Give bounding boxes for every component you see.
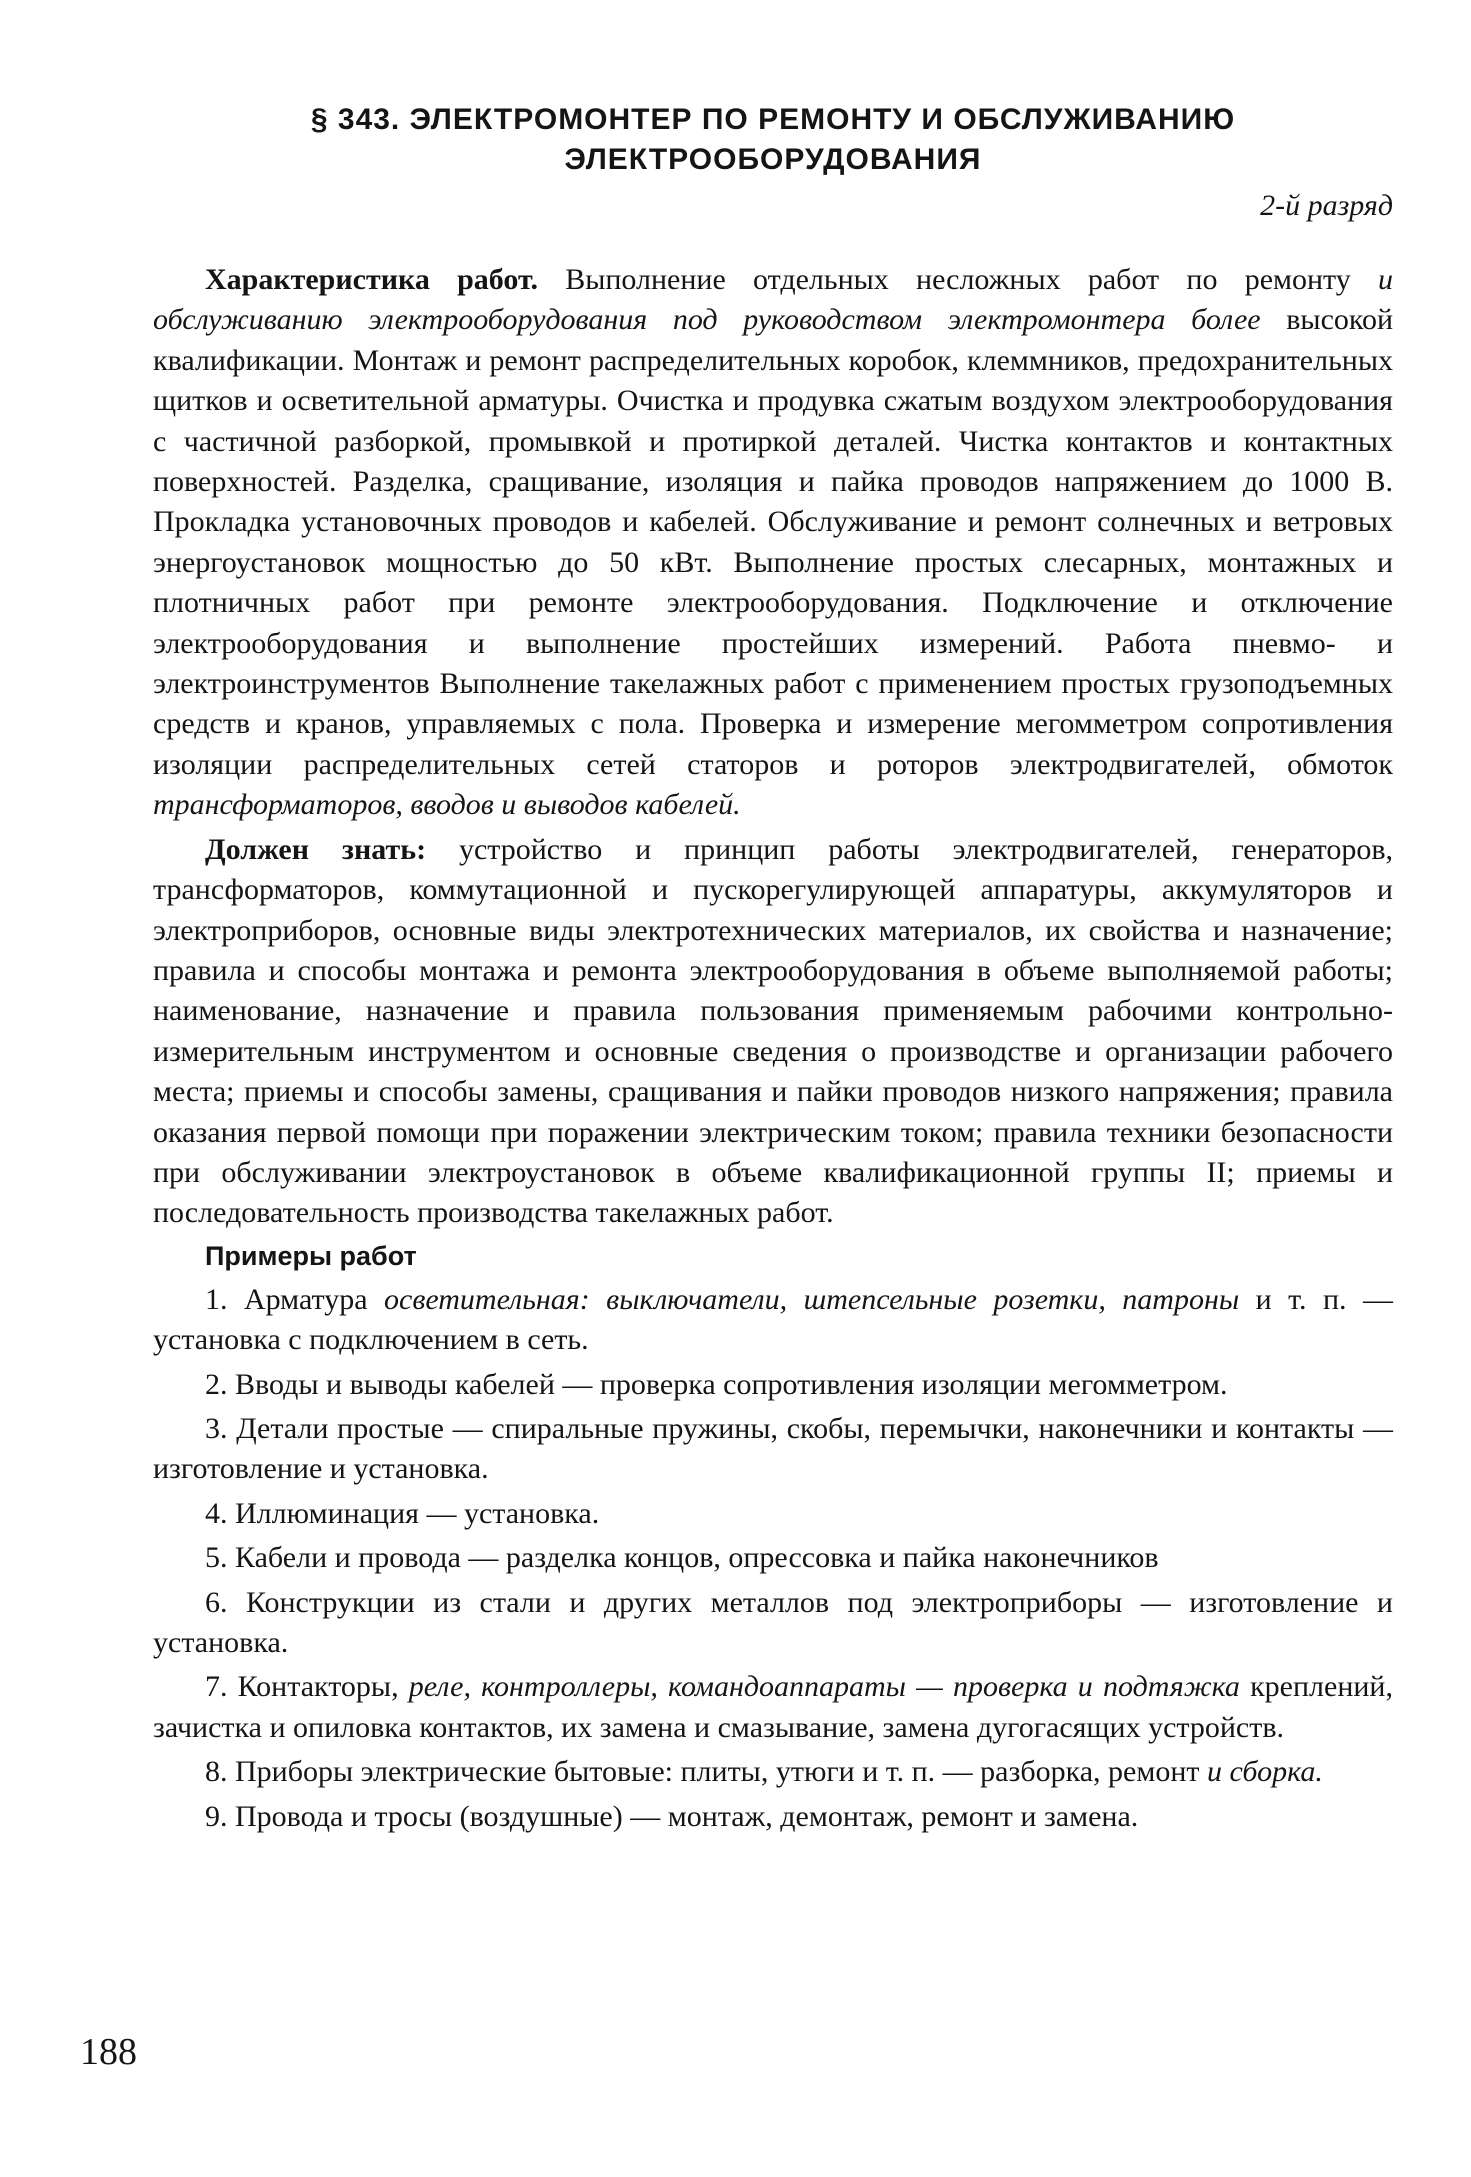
section-title — [153, 100, 1393, 180]
example-item-4 — [153, 1494, 1393, 1534]
example-7-rest: креплений, зачистка и опиловка контактов, их замена и смазывание, замена дугогасящих устройств. — [153, 1670, 1393, 1744]
knowledge-label: Должен знать: — [205, 832, 427, 866]
characteristics-label: Характеристика работ. — [205, 263, 538, 296]
characteristics-text-italic-1: и обслуживанию электрооборудования под руководством электромонтера более — [153, 263, 1393, 337]
example-9-normal: 9. Провода и тросы (воздушные) — монтаж, демонтаж, ремонт и замена. — [205, 1799, 1139, 1833]
example-6-normal: 6. Конструкции из стали и других металлов под электроприборы — изготовление и установка. — [153, 1585, 1393, 1659]
example-item-8 — [153, 1752, 1393, 1792]
example-3-normal: 3. Детали простые — спиральные пружины, скобы, перемычки, наконечники и контакты — изготовление и установка. — [153, 1411, 1393, 1486]
example-2-normal: 2. Вводы и выводы кабелей — проверка сопротивления изоляции мегомметром. — [205, 1367, 1228, 1401]
example-item-5 — [153, 1538, 1393, 1578]
example-5-normal: 5. Кабели и провода — разделка концов, опрессовка и пайка наконечников — [205, 1541, 1159, 1575]
example-1-italic: осветительная: выключатели, штепсельные розетки, патроны — [384, 1282, 1240, 1316]
example-7-normal: 7. Контакторы, — [205, 1670, 409, 1704]
example-item-6 — [153, 1583, 1393, 1664]
example-8-italic: и сборка. — [1207, 1755, 1323, 1789]
characteristics-paragraph — [153, 260, 1393, 826]
example-1-normal: 1. Арматура — [205, 1282, 384, 1316]
example-7-italic: реле, контроллеры, командоаппараты — проверка и подтяжка — [408, 1670, 1240, 1704]
example-4-normal: 4. Иллюминация — установка. — [205, 1496, 600, 1530]
characteristics-text-b: высокой квалификации. Монтаж и ремонт распределительных коробок, клеммников, предохранительных щитков и осветительной арматуры. Очистка и продувка сжатым воздухом электрооборудования с частичной разборкой, промывкой и протиркой деталей. Чистка контактов и контактных поверхностей. Разделка, сращивание, изоляция и пайка проводов напряжением до 1000 В. Прокладка установочных проводов и кабелей. Обслуживание и ремонт солнечных и ветровых энергоустановок мощностью до 50 кВт. Выполнение простых слесарных, монтажных и плотничных работ при ремонте электрооборудования. Подключение и отключение электрооборудования и выполнение простейших измерений. Работа пневмо- и электроинструментов Выполнение такелажных работ с применением простых грузоподъемных средств и кранов, управляемых с пола. Проверка и измерение мегомметром сопротивления изоляции распределительных сетей статоров и роторов электродвигателей, обмоток — [153, 303, 1393, 781]
section-title-line-2: ЭЛЕКТРООБОРУДОВАНИЯ — [564, 143, 982, 176]
section-title-line-1: § 343. ЭЛЕКТРОМОНТЕР ПО РЕМОНТУ И ОБСЛУЖИВАНИЮ — [310, 103, 1236, 136]
example-item-2 — [153, 1365, 1393, 1405]
characteristics-text-a: Выполнение отдельных несложных работ по ремонту — [537, 263, 1378, 296]
page-number: 188 — [80, 2031, 137, 2073]
example-item-1 — [153, 1280, 1393, 1361]
knowledge-paragraph — [153, 830, 1393, 1234]
example-8-normal: 8. Приборы электрические бытовые: плиты, утюги и т. п. — разборка, ремонт — [205, 1755, 1208, 1789]
knowledge-text: устройство и принцип работы электродвигателей, генераторов, трансформаторов, коммутационной и пускорегулирующей аппаратуры, аккумуляторов и электроприборов, основные виды электротехнических материалов, их свойства и назначение; правила и способы монтажа и ремонта электрооборудования в объеме выполняемой работы; наименование, назначение и правила пользования применяемым рабочими контрольно-измерительным инструментом и основные сведения о производстве и организации рабочего места; приемы и способы замены, сращивания и пайки проводов низкого напряжения; правила оказания первой помощи при поражении электрическим током; правила техники безопасности при обслуживании электроустановок в объеме квалификационной группы II; приемы и последовательность производства такелажных работ. — [153, 832, 1393, 1230]
examples-list — [153, 1280, 1393, 1837]
examples-heading: Примеры работ — [205, 1240, 417, 1271]
document-page — [153, 100, 1393, 1841]
grade-label: 2-й разряд — [1260, 189, 1393, 222]
example-1-rest: и т. п. — установка с подключением в сеть. — [153, 1282, 1393, 1357]
example-item-7 — [153, 1667, 1393, 1748]
characteristics-text-italic-2: трансформаторов, вводов и выводов кабелей. — [153, 788, 741, 822]
example-item-3 — [153, 1409, 1393, 1490]
example-item-9 — [153, 1797, 1393, 1837]
